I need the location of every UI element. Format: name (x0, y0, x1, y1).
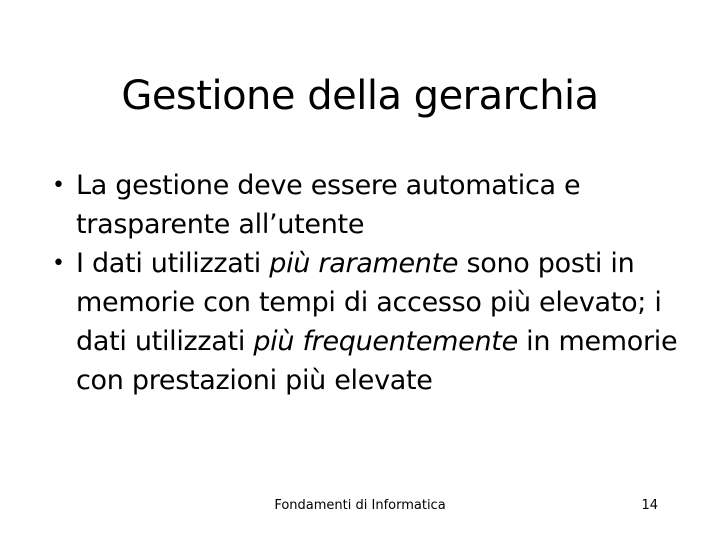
bullet-emphasis: più frequentemente (253, 326, 518, 357)
bullet-list (52, 166, 702, 400)
bullet-text: La gestione deve essere automatica e trasparente all’utente (76, 170, 581, 240)
bullet-item-1 (52, 166, 702, 244)
bullet-marker: • (52, 251, 65, 276)
bullet-text: in memorie con prestazioni più elevate (76, 326, 678, 396)
bullet-item-2 (52, 244, 702, 400)
footer-course: Fondamenti di Informatica (274, 498, 446, 513)
bullet-marker: • (52, 173, 65, 198)
slide-title: Gestione della gerarchia (121, 73, 599, 119)
bullet-text: sono posti in memorie con tempi di accesso più elevato; i dati utilizzati (76, 248, 662, 357)
bullet-text: I dati utilizzati (76, 248, 270, 279)
page-number: 14 (641, 498, 658, 513)
bullet-emphasis: più raramente (269, 248, 459, 279)
